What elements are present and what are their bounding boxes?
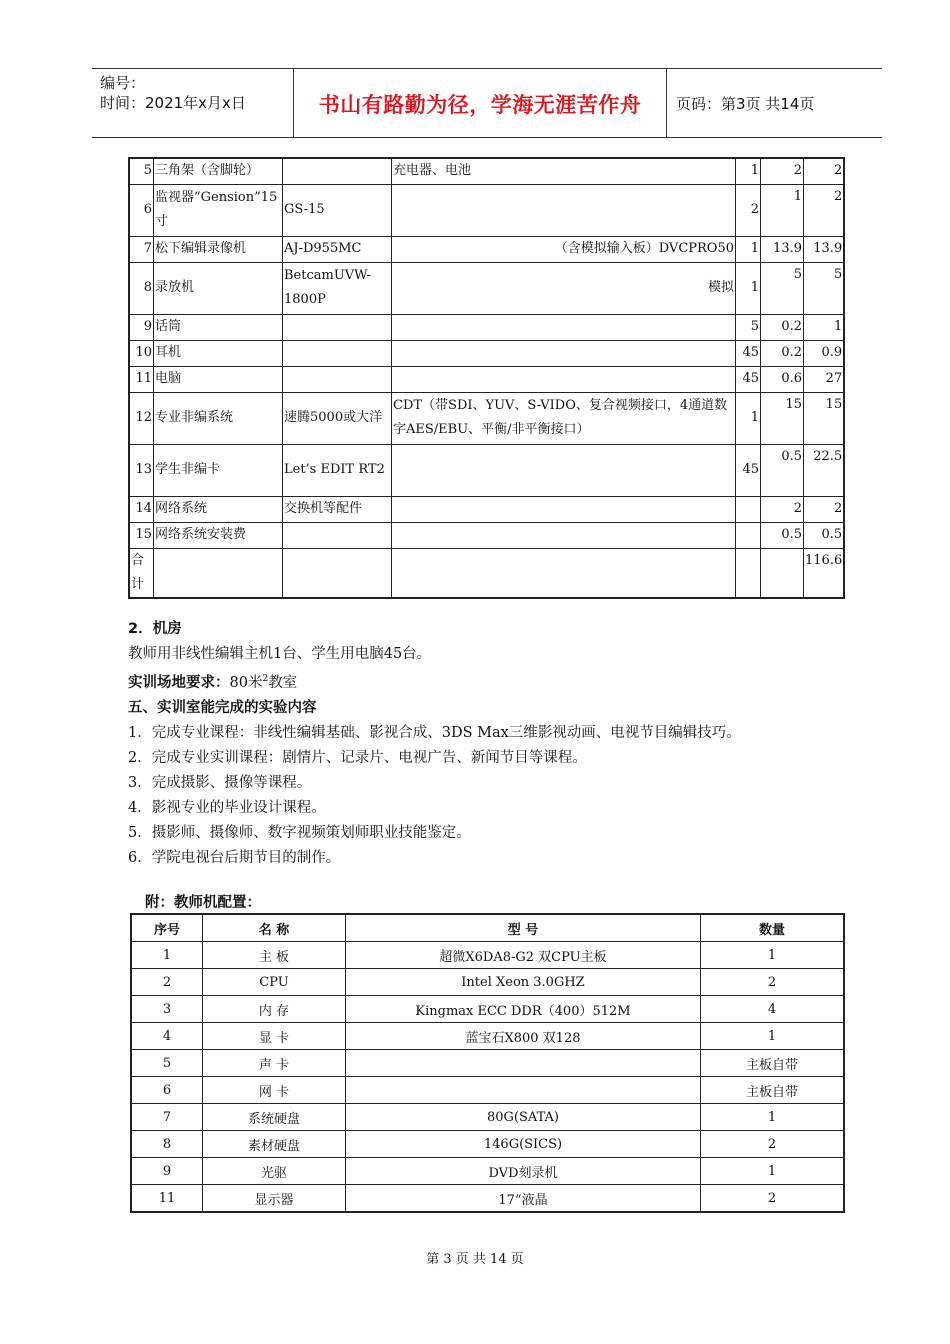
appendix-title: 附：教师机配置： — [145, 895, 261, 911]
table-row — [131, 1023, 844, 1050]
item-spec — [392, 340, 736, 366]
table-row — [131, 1131, 844, 1158]
item-name: 电脑 — [154, 366, 283, 392]
item-quantity: 45 — [736, 444, 761, 496]
item-unit-price: 0.2 — [761, 340, 804, 366]
config-qty: 主板自带 — [701, 1050, 845, 1077]
config-qty: 2 — [701, 1131, 845, 1158]
header-time: 时间：2021年x月x日 — [100, 94, 246, 112]
item-model — [283, 340, 392, 366]
item-spec — [392, 444, 736, 496]
config-qty: 2 — [701, 1185, 845, 1213]
config-model: 超微X6DA8-G2 双CPU主板 — [346, 942, 701, 969]
item-total: 0.9 — [804, 340, 845, 366]
config-no: 3 — [131, 996, 203, 1023]
row-number: 5 — [129, 158, 154, 184]
header-meta — [100, 73, 246, 113]
config-model: DVD刻录机 — [346, 1158, 701, 1185]
row-number: 8 — [129, 262, 154, 314]
item-name: 录放机 — [154, 262, 283, 314]
item-name: 专业非编系统 — [154, 392, 283, 444]
content-item: 5．摄影师、摄像师、数字视频策划师职业技能鉴定。 — [128, 824, 471, 841]
site-superscript: 2 — [262, 674, 269, 684]
site-label: 实训场地要求： — [128, 674, 230, 691]
table-row — [129, 236, 844, 262]
item-name: 耳机 — [154, 340, 283, 366]
item-quantity: 1 — [736, 236, 761, 262]
config-qty: 1 — [701, 1158, 845, 1185]
row-number: 15 — [129, 522, 154, 548]
empty-cell — [736, 548, 761, 598]
section-room-heading: 2．机房 — [128, 621, 182, 637]
config-model — [346, 1077, 701, 1104]
equipment-table — [128, 157, 845, 599]
item-quantity: 2 — [736, 184, 761, 236]
table-row — [129, 392, 844, 444]
item-model — [283, 314, 392, 340]
item-total: 2 — [804, 158, 845, 184]
header-divider — [666, 69, 667, 137]
config-no: 4 — [131, 1023, 203, 1050]
config-qty: 4 — [701, 996, 845, 1023]
item-unit-price: 2 — [761, 158, 804, 184]
config-no: 2 — [131, 969, 203, 996]
item-model: GS-15 — [283, 184, 392, 236]
item-spec — [392, 184, 736, 236]
header-page-number: 页码：第3页 共14页 — [676, 95, 815, 113]
header-cell-no: 序号 — [131, 914, 203, 942]
page-footer: 第 3 页 共 14 页 — [426, 1252, 524, 1267]
item-total: 15 — [804, 392, 845, 444]
item-unit-price: 0.2 — [761, 314, 804, 340]
config-name: CPU — [203, 969, 346, 996]
section-5-heading: 五、实训室能完成的实验内容 — [128, 699, 317, 716]
item-name: 学生非编卡 — [154, 444, 283, 496]
item-model — [283, 522, 392, 548]
config-name: 显示器 — [203, 1185, 346, 1213]
item-spec: （含模拟输入板）DVCPRO50 — [392, 236, 736, 262]
item-total: 2 — [804, 184, 845, 236]
item-quantity: 45 — [736, 340, 761, 366]
item-unit-price: 13.9 — [761, 236, 804, 262]
item-total: 27 — [804, 366, 845, 392]
config-model: 17“液晶 — [346, 1185, 701, 1213]
table-row — [129, 366, 844, 392]
item-spec: 充电器、电池 — [392, 158, 736, 184]
table-row — [129, 158, 844, 184]
table-total-row — [129, 548, 844, 598]
item-model — [283, 366, 392, 392]
header-cell-name: 名 称 — [203, 914, 346, 942]
content-item: 3．完成摄影、摄像等课程。 — [128, 774, 312, 791]
page-header — [92, 68, 882, 138]
item-total: 0.5 — [804, 522, 845, 548]
row-number: 10 — [129, 340, 154, 366]
header-number-label: 编号： — [100, 74, 146, 92]
item-spec: CDT（带SDI、YUV、S-VIDO、复合视频接口，4通道数字AES/EBU、平衡/非平衡接口） — [392, 392, 736, 444]
table-row — [129, 340, 844, 366]
item-quantity — [736, 496, 761, 522]
header-motto: 书山有路勤为径，学海无涯苦作舟 — [318, 93, 642, 117]
site-value: 80米 — [229, 674, 263, 691]
item-model: 速腾5000或大洋 — [283, 392, 392, 444]
config-name: 主 板 — [203, 942, 346, 969]
config-name: 内 存 — [203, 996, 346, 1023]
table-row — [129, 496, 844, 522]
item-total: 22.5 — [804, 444, 845, 496]
item-unit-price: 0.5 — [761, 444, 804, 496]
item-total: 13.9 — [804, 236, 845, 262]
config-qty: 2 — [701, 969, 845, 996]
item-name: 网络系统 — [154, 496, 283, 522]
item-name: 网络系统安装费 — [154, 522, 283, 548]
content-item: 6．学院电视台后期节目的制作。 — [128, 849, 341, 866]
config-model: 蓝宝石X800 双128 — [346, 1023, 701, 1050]
item-quantity: 5 — [736, 314, 761, 340]
room-description: 教师用非线性编辑主机1台、学生用电脑45台。 — [128, 646, 432, 662]
table-row — [129, 314, 844, 340]
config-no: 6 — [131, 1077, 203, 1104]
config-no: 9 — [131, 1158, 203, 1185]
config-model: 146G(SICS) — [346, 1131, 701, 1158]
content-item: 4．影视专业的毕业设计课程。 — [128, 799, 326, 816]
table-row — [131, 1104, 844, 1131]
item-model — [283, 158, 392, 184]
item-quantity — [736, 522, 761, 548]
config-name: 素材硬盘 — [203, 1131, 346, 1158]
config-no: 7 — [131, 1104, 203, 1131]
item-unit-price: 2 — [761, 496, 804, 522]
table-row — [131, 1185, 844, 1213]
item-name: 监视器“Gension”15寸 — [154, 184, 283, 236]
row-number: 11 — [129, 366, 154, 392]
item-quantity: 1 — [736, 262, 761, 314]
item-name: 三角架（含脚轮） — [154, 158, 283, 184]
header-cell-qty: 数量 — [701, 914, 845, 942]
config-name: 声 卡 — [203, 1050, 346, 1077]
teacher-config-table — [130, 913, 845, 1213]
config-qty: 主板自带 — [701, 1077, 845, 1104]
config-no: 8 — [131, 1131, 203, 1158]
table-header-row — [131, 914, 844, 942]
table-row — [131, 942, 844, 969]
header-cell-model: 型 号 — [346, 914, 701, 942]
row-number: 13 — [129, 444, 154, 496]
grand-total: 116.6 — [804, 548, 845, 598]
table-row — [131, 1050, 844, 1077]
config-name: 系统硬盘 — [203, 1104, 346, 1131]
item-spec — [392, 496, 736, 522]
config-model: Intel Xeon 3.0GHZ — [346, 969, 701, 996]
site-suffix: 教室 — [268, 674, 298, 691]
item-total: 5 — [804, 262, 845, 314]
row-number: 12 — [129, 392, 154, 444]
item-model: BetcamUVW-1800P — [283, 262, 392, 314]
row-number: 9 — [129, 314, 154, 340]
config-qty: 1 — [701, 942, 845, 969]
item-total: 1 — [804, 314, 845, 340]
table-row — [131, 996, 844, 1023]
config-name: 光驱 — [203, 1158, 346, 1185]
config-model — [346, 1050, 701, 1077]
empty-cell — [761, 548, 804, 598]
empty-cell — [154, 548, 283, 598]
row-number: 14 — [129, 496, 154, 522]
table-row — [129, 444, 844, 496]
table-row — [129, 522, 844, 548]
empty-cell — [283, 548, 392, 598]
item-model: Let’s EDIT RT2 — [283, 444, 392, 496]
config-qty: 1 — [701, 1104, 845, 1131]
item-name: 松下编辑录像机 — [154, 236, 283, 262]
config-name: 网 卡 — [203, 1077, 346, 1104]
item-spec — [392, 314, 736, 340]
content-item: 1．完成专业课程：非线性编辑基础、影视合成、3DS Max三维影视动画、电视节目编辑技巧。 — [128, 724, 741, 741]
item-spec — [392, 366, 736, 392]
item-unit-price: 0.5 — [761, 522, 804, 548]
body-content — [128, 617, 848, 871]
item-total: 2 — [804, 496, 845, 522]
table-row — [131, 1158, 844, 1185]
table-row — [129, 262, 844, 314]
config-qty: 1 — [701, 1023, 845, 1050]
item-name: 话筒 — [154, 314, 283, 340]
config-no: 5 — [131, 1050, 203, 1077]
row-number: 6 — [129, 184, 154, 236]
item-model: 交换机等配件 — [283, 496, 392, 522]
item-quantity: 1 — [736, 392, 761, 444]
table-row — [131, 969, 844, 996]
item-unit-price: 0.6 — [761, 366, 804, 392]
row-number: 7 — [129, 236, 154, 262]
item-model: AJ-D955MC — [283, 236, 392, 262]
config-no: 1 — [131, 942, 203, 969]
item-unit-price: 15 — [761, 392, 804, 444]
item-unit-price: 1 — [761, 184, 804, 236]
config-model: Kingmax ECC DDR（400）512M — [346, 996, 701, 1023]
item-spec: 模拟 — [392, 262, 736, 314]
total-label: 合计 — [129, 548, 154, 598]
config-model: 80G(SATA) — [346, 1104, 701, 1131]
empty-cell — [392, 548, 736, 598]
item-quantity: 45 — [736, 366, 761, 392]
table-row — [131, 1077, 844, 1104]
config-no: 11 — [131, 1185, 203, 1213]
item-unit-price: 5 — [761, 262, 804, 314]
content-item: 2．完成专业实训课程：剧情片、记录片、电视广告、新闻节目等课程。 — [128, 749, 587, 766]
site-requirement — [128, 667, 848, 696]
item-quantity: 1 — [736, 158, 761, 184]
table-row — [129, 184, 844, 236]
item-spec — [392, 522, 736, 548]
config-name: 显 卡 — [203, 1023, 346, 1050]
